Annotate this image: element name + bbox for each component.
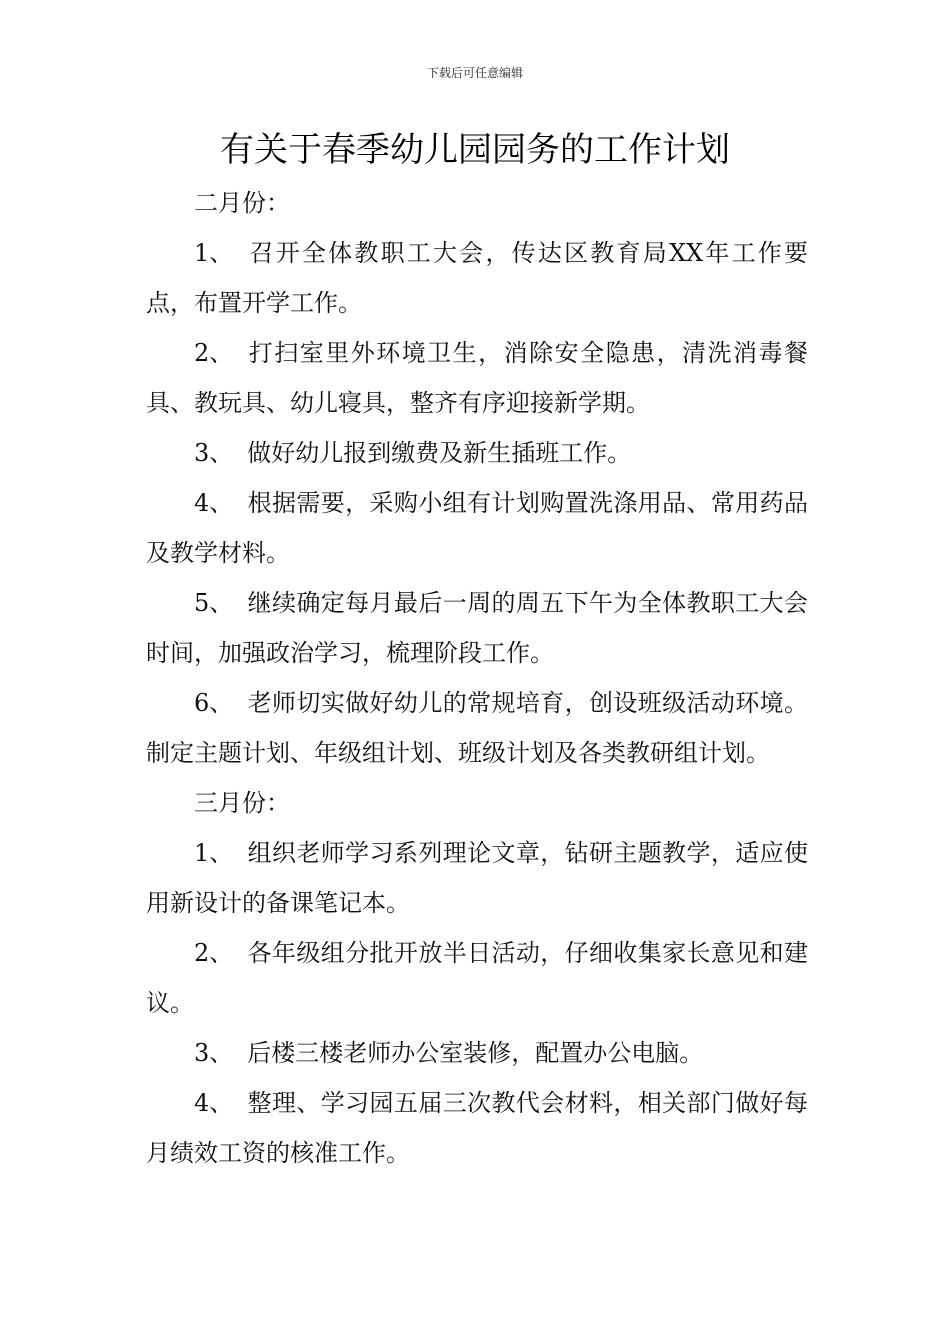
list-item (146, 228, 808, 328)
item-text: 各年级组分批开放半日活动，仔细收集家长意见和建议。 (146, 939, 808, 1017)
list-item (146, 678, 808, 778)
item-number: 4、 (194, 489, 234, 517)
item-text: 整理、学习园五届三次教代会材料，相关部门做好每月绩效工资的核准工作。 (146, 1089, 808, 1167)
list-item (146, 478, 808, 578)
item-text: 根据需要，采购小组有计划购置洗涤用品、常用药品及教学材料。 (146, 489, 808, 567)
item-text: 召开全体教职工大会，传达区教育局XX年工作要点，布置开学工作。 (146, 239, 808, 317)
page-header-note: 下载后可任意编辑 (426, 66, 523, 80)
section-heading-march: 三月份： (194, 789, 290, 817)
item-number: 5、 (194, 589, 234, 617)
item-number: 2、 (194, 939, 234, 967)
item-text: 组织老师学习系列理论文章，钻研主题教学，适应使用新设计的备课笔记本。 (146, 839, 808, 917)
list-item (146, 928, 808, 1028)
item-number: 4、 (194, 1089, 234, 1117)
document-title: 有关于春季幼儿园园务的工作计划 (220, 130, 730, 170)
item-text: 老师切实做好幼儿的常规培育，创设班级活动环境。制定主题计划、年级组计划、班级计划及各类教研组计划。 (146, 689, 808, 767)
list-item (146, 328, 808, 428)
list-item (146, 1028, 808, 1078)
list-item (146, 828, 808, 928)
item-number: 1、 (194, 239, 234, 267)
item-text: 打扫室里外环境卫生，消除安全隐患，清洗消毒餐具、教玩具、幼儿寝具，整齐有序迎接新学期。 (146, 339, 808, 417)
item-number: 2、 (194, 339, 234, 367)
list-item (146, 1078, 808, 1178)
item-text: 继续确定每月最后一周的周五下午为全体教职工大会时间，加强政治学习，梳理阶段工作。 (146, 589, 808, 667)
list-item (146, 428, 808, 478)
item-number: 6、 (194, 689, 234, 717)
item-text: 后楼三楼老师办公室装修，配置办公电脑。 (247, 1039, 704, 1067)
item-number: 3、 (194, 439, 234, 467)
document-body (146, 178, 808, 1178)
item-number: 1、 (194, 839, 234, 867)
item-text: 做好幼儿报到缴费及新生插班工作。 (247, 439, 632, 467)
item-number: 3、 (194, 1039, 234, 1067)
list-item (146, 578, 808, 678)
section-heading-february: 二月份： (194, 189, 290, 217)
